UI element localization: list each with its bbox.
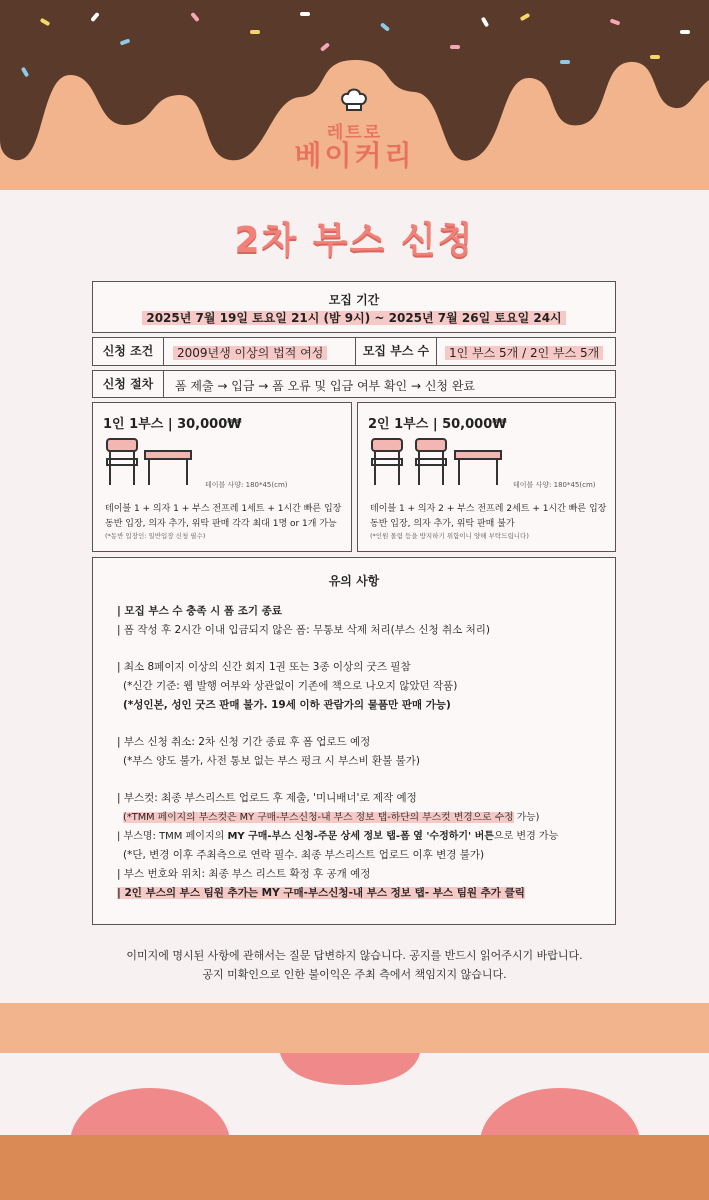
- note-line: | 최소 8페이지 이상의 신간 회지 1권 또는 3종 이상의 굿즈 필참: [117, 661, 411, 673]
- notes-box: [92, 557, 616, 925]
- conditions-label: 신청 조건: [93, 338, 164, 365]
- note-line: | 부스명: TMM 페이지의: [117, 831, 228, 842]
- header-banner: [0, 0, 709, 190]
- booth-2-note: (*인원 몰림 등을 방지하기 위함이니 양해 부탁드립니다): [370, 532, 529, 540]
- note-line-suffix: 으로 변경 가능: [493, 831, 559, 842]
- footer-line2: 공지 미확인으로 인한 불이익은 주최 측에서 책임지지 않습니다.: [202, 968, 507, 981]
- brand-line2: 베이커리: [294, 139, 415, 172]
- booth-1-card: [92, 402, 352, 552]
- conditions-row: [92, 337, 616, 366]
- recruit-period-label: 모집 기간: [328, 293, 380, 307]
- note-line: (*성인본, 성인 굿즈 판매 불가. 19세 이하 관람가의 물품만 판매 가능): [123, 699, 451, 711]
- note-line: (*단, 변경 이후 주최측으로 연락 필수. 최종 부스리스트 업로드 이후 변경 불가): [123, 849, 485, 861]
- note-line: (*부스 양도 불가, 사전 통보 없는 부스 펑크 시 부스비 환불 불가): [123, 755, 420, 767]
- procedure-row: [92, 370, 616, 398]
- booth-1-chair-table-icon: [105, 437, 195, 487]
- booth-1-note: (*동반 입장인: 일반입장 신청 필수): [105, 532, 206, 540]
- strawberry-decoration: [0, 1053, 709, 1200]
- note-line: | 폼 작성 후 2시간 이내 입금되지 않은 폼: 무통보 삭제 처리(부스 신청 취소 처리): [117, 624, 490, 636]
- procedure-value: 폼 제출 → 입금 → 폼 오류 및 입금 여부 확인 → 신청 완료: [175, 379, 476, 393]
- cake-layer-top: [0, 1003, 709, 1053]
- booth-1-title: 1인 1부스 | 30,000₩: [103, 417, 242, 432]
- page-title: 2차 부스 신청: [234, 220, 475, 261]
- note-line: | 부스컷: 최종 부스리스트 업로드 후 제출, '미니배너'로 제작 예정: [117, 792, 417, 804]
- booth-1-line1: 테이블 1 + 의자 1 + 부스 전프레 1세트 + 1시간 빠른 입장: [105, 504, 342, 514]
- booth-2-line2: 동반 입장, 의자 추가, 위탁 판매 불가: [370, 519, 515, 529]
- note-line: | 부스 신청 취소: 2차 신청 기간 종료 후 폼 업로드 예정: [117, 736, 371, 748]
- booth-2-line1: 테이블 1 + 의자 2 + 부스 전프레 2세트 + 1시간 빠른 입장: [370, 504, 607, 514]
- booth-2-card: [357, 402, 616, 552]
- recruit-period-value: 2025년 7월 19일 토요일 21시 (밤 9시) ~ 2025년 7월 26일 토요일 24시: [142, 311, 565, 325]
- note-line-suffix: 가능): [513, 812, 540, 823]
- procedure-label: 신청 절차: [93, 371, 164, 397]
- conditions-value: 2009년생 이상의 법적 여성: [173, 346, 327, 360]
- booth-count-label: 모집 부스 수: [355, 338, 437, 365]
- notes-heading: 유의 사항: [328, 574, 380, 588]
- note-line-bold: MY 구매-부스 신청-주문 상세 정보 탭-폼 옆 '수정하기' 버튼: [227, 831, 494, 842]
- note-line: (*신간 기준: 웹 발행 여부와 상관없이 기존에 책으로 나오지 않았던 작품): [123, 680, 458, 692]
- brand-line1: 레트로: [326, 123, 383, 143]
- booth-2-chairs-table-icon: [370, 437, 505, 487]
- note-line: | 2인 부스의 부스 팀원 추가는 MY 구매-부스신청-내 부스 정보 탭- 부스 팀원 추가 클릭: [117, 887, 525, 899]
- booth-count-value: 1인 부스 5개 / 2인 부스 5개: [445, 346, 603, 360]
- recruit-period-box: [92, 281, 616, 333]
- note-line: | 부스 번호와 위치: 최종 부스 리스트 확정 후 공개 예정: [117, 868, 371, 880]
- booth-1-line2: 동반 입장, 의자 추가, 위탁 판매 각각 최대 1명 or 1개 가능: [105, 519, 337, 529]
- chef-hat-icon: [338, 84, 370, 116]
- booth-1-table-size: 테이블 사양: 180*45(cm): [205, 481, 288, 489]
- booth-2-table-size: 테이블 사양: 180*45(cm): [513, 481, 596, 489]
- booth-2-title: 2인 1부스 | 50,000₩: [368, 417, 507, 432]
- note-line: (*TMM 페이지의 부스컷은 MY 구매-부스신청-내 부스 정보 탭-하단의 부스컷 변경으로 수정: [123, 812, 514, 823]
- note-line: | 모집 부스 수 충족 시 폼 조기 종료: [117, 605, 282, 617]
- footer-line1: 이미지에 명시된 사항에 관해서는 질문 답변하지 않습니다. 공지를 반드시 읽어주시기 바랍니다.: [126, 949, 583, 962]
